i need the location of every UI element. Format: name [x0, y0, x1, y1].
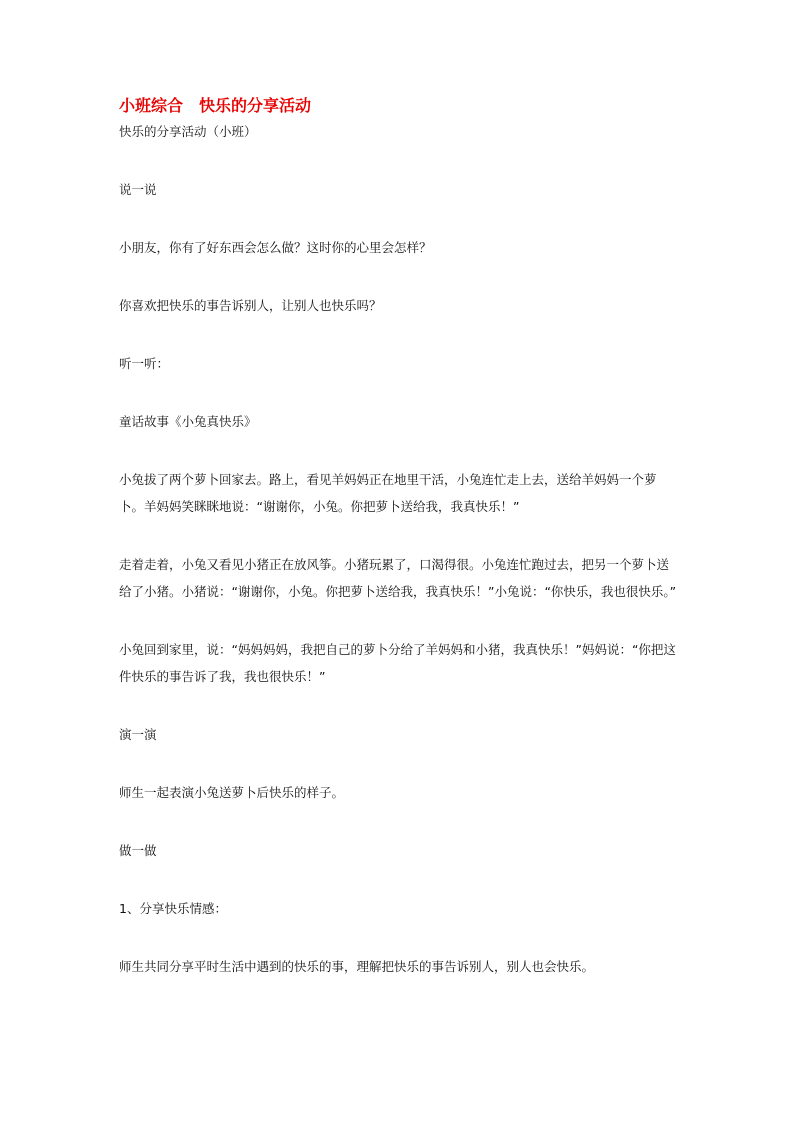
document-body: [119, 94, 679, 980]
story-title: 童话故事《小兔真快乐》: [119, 414, 257, 429]
question-paragraph: 你喜欢把快乐的事告诉别人，让别人也快乐吗？: [119, 298, 382, 313]
story-paragraph: 走着走着，小兔又看见小猪正在放风筝。小猪玩累了，口渴得很。小兔连忙跑过去，把另一个萝卜送给了小猪。小猪说：“谢谢你，小兔。你把萝卜送给我，我真快乐！”小兔说：“你快乐，我也很快乐。”: [119, 557, 677, 599]
story-paragraph: 小兔回到家里，说：“妈妈妈妈，我把自己的萝卜分给了羊妈妈和小猪，我真快乐！”妈妈说：“你把这件快乐的事告诉了我，我也很快乐！”: [119, 642, 676, 684]
activity-paragraph: 师生共同分享平时生活中遇到的快乐的事，理解把快乐的事告诉别人，别人也会快乐。: [119, 959, 595, 974]
document-subtitle: 快乐的分享活动（小班）: [119, 124, 257, 139]
story-paragraph: 小兔拔了两个萝卜回家去。路上，看见羊妈妈正在地里干活，小兔连忙走上去，送给羊妈妈一个萝卜。羊妈妈笑眯眯地说：“谢谢你，小兔。你把萝卜送给我，我真快乐！”: [119, 472, 657, 514]
section-heading-do: 做一做: [119, 843, 157, 858]
section-heading-listen: 听一听：: [119, 356, 170, 371]
activity-step-heading: 1、分享快乐情感：: [119, 901, 227, 916]
document-title: 小班综合 快乐的分享活动: [119, 96, 312, 115]
question-paragraph: 小朋友，你有了好东西会怎么做？这时你的心里会怎样？: [119, 240, 432, 255]
section-heading-say: 说一说: [119, 182, 157, 197]
section-heading-act: 演一演: [119, 727, 157, 742]
activity-paragraph: 师生一起表演小兔送萝卜后快乐的样子。: [119, 785, 345, 800]
